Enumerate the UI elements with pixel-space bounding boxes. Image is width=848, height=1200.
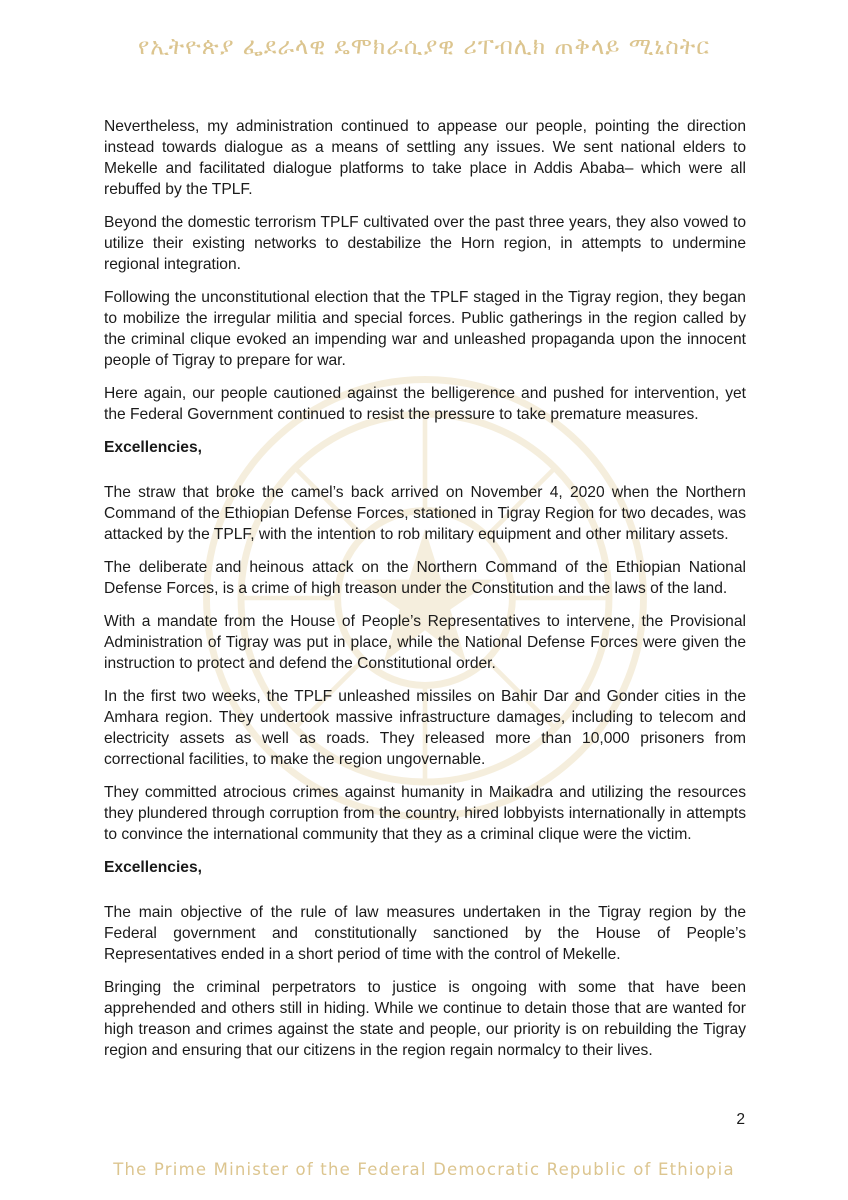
page-number: 2 bbox=[736, 1111, 745, 1128]
letter-body bbox=[104, 116, 746, 1073]
paragraph: With a mandate from the House of People’s Representatives to intervene, the Provisional Administration of Tigray was put in place, while the National Defense Forces were given the instruction to protect and defend the Constitutional order. bbox=[104, 613, 746, 672]
paragraph: Beyond the domestic terrorism TPLF cultivated over the past three years, they also vowed to utilize their existing networks to destabilize the Horn region, in attempts to undermine regional integration. bbox=[104, 214, 746, 273]
letterhead-footer: The Prime Minister of the Federal Democratic Republic of Ethiopia bbox=[113, 1160, 735, 1179]
paragraph: Bringing the criminal perpetrators to justice is ongoing with some that have been apprehended and others still in hiding. While we continue to detain those that are wanted for high treason and crimes against the state and people, our priority is on rebuilding the Tigray region and ensuring that our citizens in the region regain normalcy to their lives. bbox=[104, 979, 746, 1059]
paragraph: Following the unconstitutional election that the TPLF staged in the Tigray region, they began to mobilize the irregular militia and special forces. Public gatherings in the region called by the criminal clique evoked an impending war and unleashed propaganda upon the innocent people of Tigray to prepare for war. bbox=[104, 289, 746, 369]
paragraph: Here again, our people cautioned against the belligerence and pushed for intervention, yet the Federal Government continued to resist the pressure to take premature measures. bbox=[104, 385, 746, 423]
paragraph: They committed atrocious crimes against humanity in Maikadra and utilizing the resources they plundered through corruption from the country, hired lobbyists internationally in attempts to convince the international community that they as a criminal clique were the victim. bbox=[104, 784, 746, 843]
paragraph: The main objective of the rule of law measures undertaken in the Tigray region by the Federal government and constitutionally sanctioned by the House of People’s Representatives ended in a short period of time with the control of Mekelle. bbox=[104, 904, 746, 963]
letterhead-title: የኢትዮጵያ ፌደራላዊ ዴሞክራሲያዊ ሪፐብሊክ ጠቅላይ ሚኒስትር bbox=[138, 34, 710, 60]
section-heading: Excellencies, bbox=[104, 859, 202, 876]
paragraph: Nevertheless, my administration continued to appease our people, pointing the direction instead towards dialogue as a means of settling any issues. We sent national elders to Mekelle and facilitated dialogue platforms to take place in Addis Ababa– which were all rebuffed by the TPLF. bbox=[104, 118, 746, 198]
paragraph: In the first two weeks, the TPLF unleashed missiles on Bahir Dar and Gonder cities in the Amhara region. They undertook massive infrastructure damages, including to telecom and electricity assets as well as roads. They released more than 10,000 prisoners from correctional facilities, to make the region ungovernable. bbox=[104, 688, 746, 768]
paragraph: The deliberate and heinous attack on the Northern Command of the Ethiopian National Defense Forces, is a crime of high treason under the Constitution and the laws of the land. bbox=[104, 559, 746, 597]
paragraph: The straw that broke the camel’s back arrived on November 4, 2020 when the Northern Command of the Ethiopian Defense Forces, stationed in Tigray Region for two decades, was attacked by the TPLF, with the intention to rob military equipment and other military assets. bbox=[104, 484, 746, 543]
section-heading: Excellencies, bbox=[104, 439, 202, 456]
